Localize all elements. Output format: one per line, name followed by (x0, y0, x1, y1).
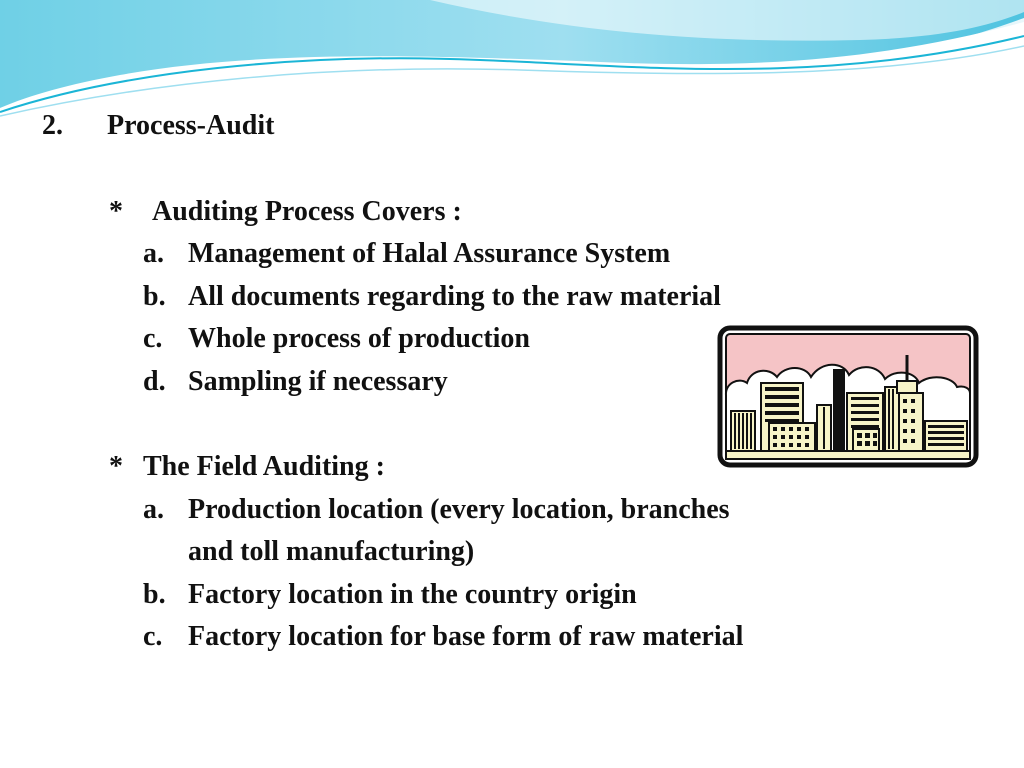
section2-item-a-continuation: and toll manufacturing) (188, 536, 475, 567)
section2-item-a-marker: a. (143, 494, 164, 525)
section2-item-b-marker: b. (143, 579, 166, 610)
section1-bullet: * (109, 196, 123, 227)
section1-item-b: All documents regarding to the raw material (188, 281, 721, 312)
city-skyline-icon (717, 325, 979, 468)
section2-item-c-marker: c. (143, 621, 163, 652)
section1-item-a-marker: a. (143, 238, 164, 269)
section2-item-b: Factory location in the country origin (188, 579, 637, 610)
section1-item-c: Whole process of production (188, 323, 530, 354)
section2-bullet: * (109, 451, 123, 482)
section2-title: The Field Auditing : (143, 451, 385, 482)
section1-item-b-marker: b. (143, 281, 166, 312)
section1-item-d: Sampling if necessary (188, 366, 448, 397)
section1-item-c-marker: c. (143, 323, 163, 354)
section1-item-a: Management of Halal Assurance System (188, 238, 671, 269)
heading-number: 2. (42, 110, 63, 141)
section1-title: Auditing Process Covers : (152, 196, 462, 227)
section2-item-c: Factory location for base form of raw material (188, 621, 744, 652)
slide-title: Process-Audit (107, 110, 275, 141)
section2-item-a: Production location (every location, branches (188, 494, 730, 525)
section1-item-d-marker: d. (143, 366, 166, 397)
